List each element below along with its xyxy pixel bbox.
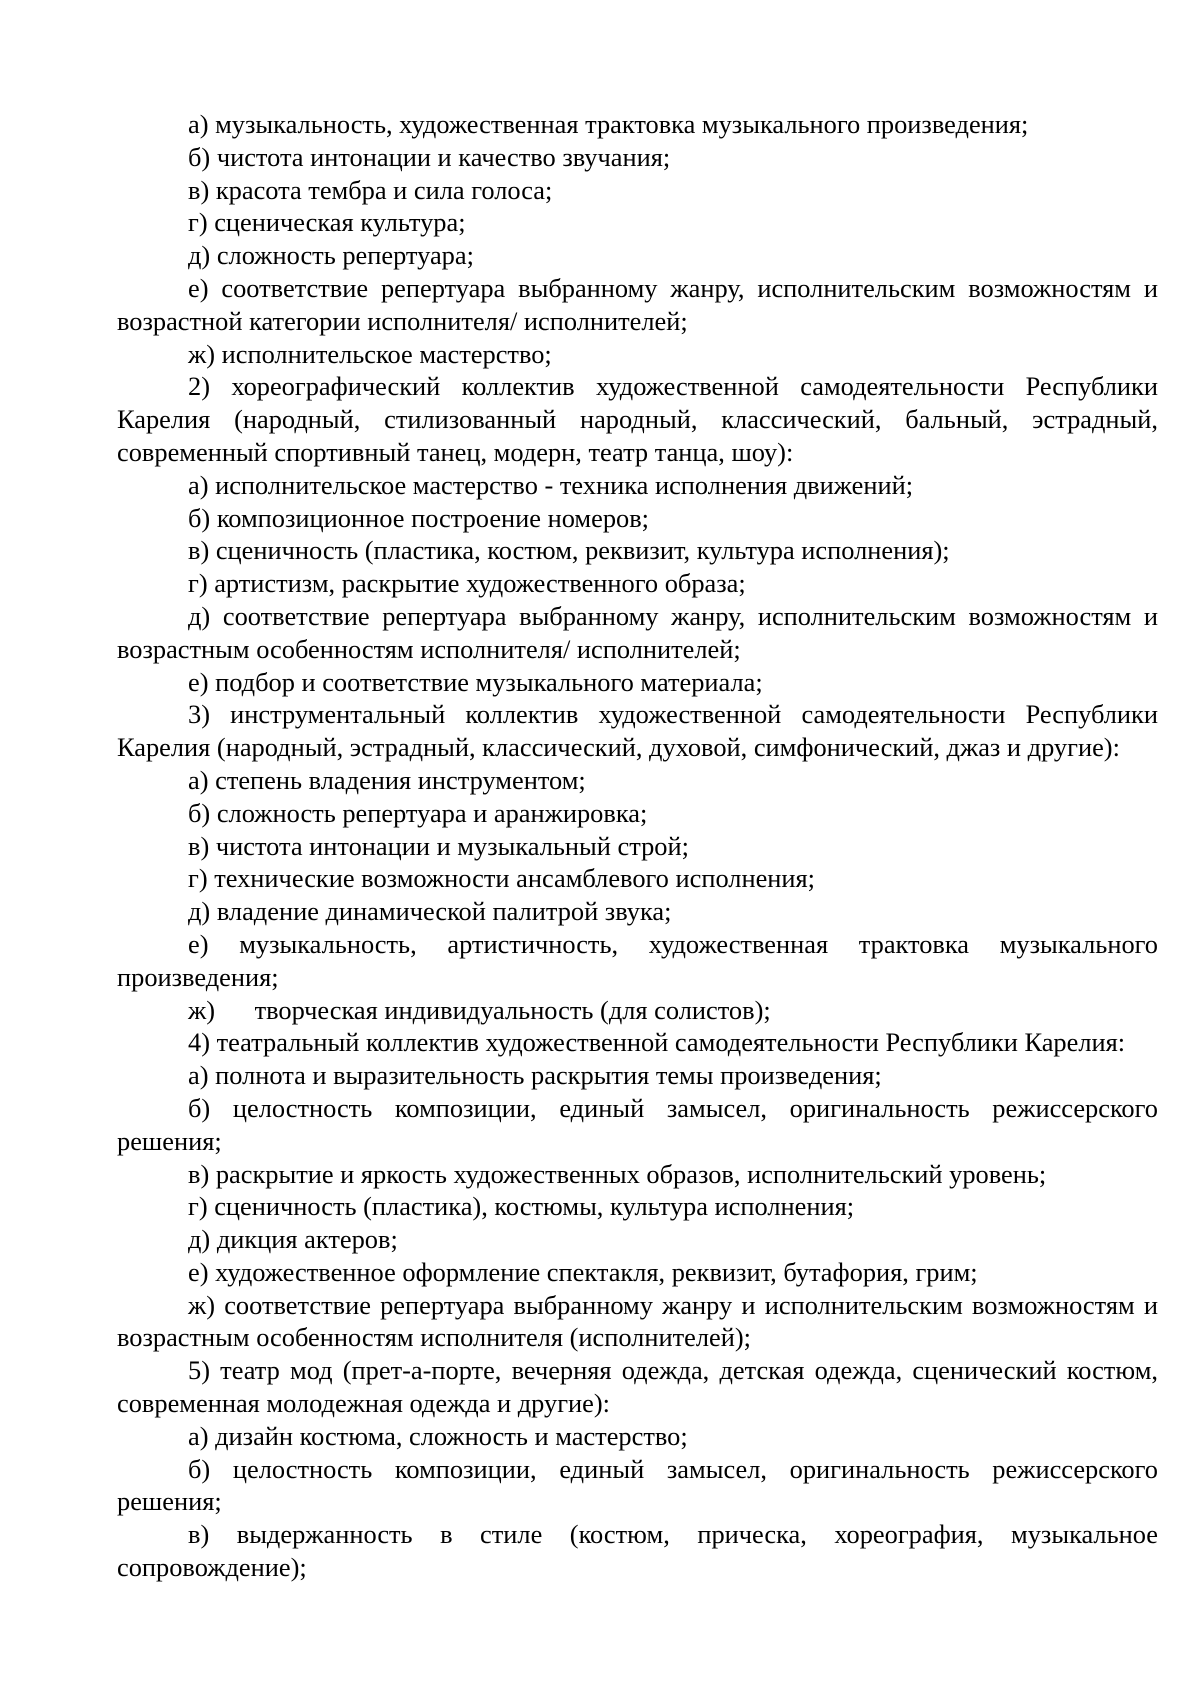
category-heading: 5) театр мод (прет-а-порте, вечерняя одежда, детская одежда, сценический костюм, современная молодежная одежда и другие):: [117, 1355, 1158, 1419]
criterion-item: б) чистота интонации и качество звучания;: [188, 141, 671, 172]
criterion-item: е) музыкальность, артистичность, художественная трактовка музыкального произведения;: [117, 928, 1158, 992]
criterion-item: в) выдержанность в стиле (костюм, прическа, хореография, музыкальное сопровождение);: [117, 1519, 1158, 1583]
criterion-item: ж) исполнительское мастерство;: [188, 338, 552, 369]
criterion-item: е) художественное оформление спектакля, реквизит, бутафория, грим;: [188, 1256, 978, 1287]
criterion-item: а) степень владения инструментом;: [188, 764, 586, 795]
criterion-item: г) технические возможности ансамблевого исполнения;: [188, 863, 816, 894]
criterion-item: а) дизайн костюма, сложность и мастерство;: [188, 1420, 688, 1451]
criterion-item: а) исполнительское мастерство - техника исполнения движений;: [188, 469, 914, 500]
criterion-item: д) соответствие репертуара выбранному жанру, исполнительским возможностям и возрастным особенностям исполнителя/ исполнителей;: [117, 600, 1158, 664]
category-heading: 2) хореографический коллектив художественной самодеятельности Республики Карелия (народный, стилизованный народный, классический, бальный, эстрадный, современный спортивный танец, модерн, театр танца, шоу):: [117, 371, 1158, 467]
criterion-item: в) чистота интонации и музыкальный строй;: [188, 830, 689, 861]
criterion-item: д) дикция актеров;: [188, 1224, 398, 1255]
criterion-item: г) артистизм, раскрытие художественного образа;: [188, 568, 746, 599]
criterion-item: д) владение динамической палитрой звука;: [188, 896, 672, 927]
criterion-item: в) раскрытие и яркость художественных образов, исполнительский уровень;: [188, 1158, 1047, 1189]
criterion-item: б) целостность композиции, единый замысел, оригинальность режиссерского решения;: [117, 1092, 1158, 1156]
criterion-item: а) полнота и выразительность раскрытия темы произведения;: [188, 1060, 882, 1091]
criterion-item: ж) творческая индивидуальность (для солистов);: [188, 994, 771, 1025]
criterion-item: д) сложность репертуара;: [188, 240, 474, 271]
criterion-item: ж) соответствие репертуара выбранному жанру и исполнительским возможностям и возрастным особенностям исполнителя (исполнителей);: [117, 1289, 1158, 1353]
category-heading: 3) инструментальный коллектив художественной самодеятельности Республики Карелия (народный, эстрадный, классический, духовой, симфонический, джаз и другие):: [117, 699, 1158, 763]
criterion-item: в) сценичность (пластика, костюм, реквизит, культура исполнения);: [188, 535, 950, 566]
category-heading: 4) театральный коллектив художественной самодеятельности Республики Карелия:: [188, 1027, 1126, 1058]
criterion-item: б) целостность композиции, единый замысел, оригинальность режиссерского решения;: [117, 1453, 1158, 1517]
criterion-item: б) композиционное построение номеров;: [188, 502, 650, 533]
criterion-item: г) сценичность (пластика), костюмы, культура исполнения;: [188, 1191, 855, 1222]
criterion-item: е) подбор и соответствие музыкального материала;: [188, 666, 763, 697]
criterion-item: а) музыкальность, художественная трактовка музыкального произведения;: [188, 109, 1029, 139]
criterion-item: в) красота тембра и сила голоса;: [188, 174, 553, 205]
document-page: [117, 108, 1158, 1584]
criterion-item: е) соответствие репертуара выбранному жанру, исполнительским возможностям и возрастной категории исполнителя/ исполнителей;: [117, 272, 1158, 336]
criterion-item: г) сценическая культура;: [188, 207, 466, 238]
criterion-item: б) сложность репертуара и аранжировка;: [188, 797, 648, 828]
